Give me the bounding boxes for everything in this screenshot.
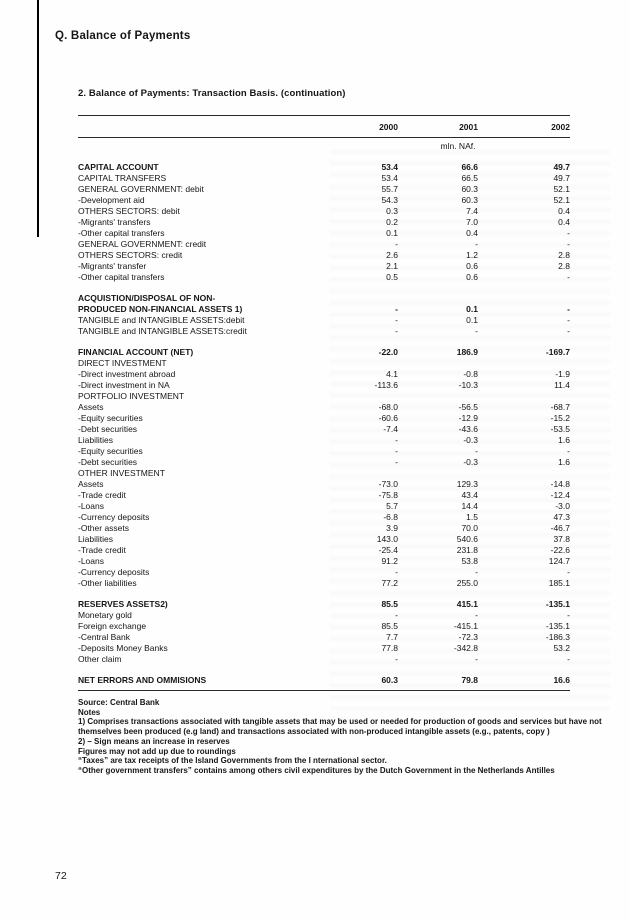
row-label: OTHERS SECTORS: debit — [78, 206, 180, 216]
table-row — [78, 567, 570, 578]
table-row — [78, 523, 570, 534]
row-label: -Debt securities — [78, 457, 138, 467]
table-row — [78, 184, 570, 195]
row-value: -68.0 — [378, 402, 398, 412]
row-value: 7.0 — [466, 217, 478, 227]
table-spacer — [78, 337, 570, 347]
row-value: 91.2 — [381, 556, 398, 566]
table-row — [78, 347, 570, 358]
row-value: 37.8 — [553, 534, 570, 544]
row-label: -Other capital transfers — [78, 272, 165, 282]
row-label: GENERAL GOVERNMENT: credit — [78, 239, 207, 249]
row-label: -Debt securities — [78, 424, 138, 434]
row-value: -43.6 — [458, 424, 478, 434]
unit-label: mln. NAf. — [440, 141, 476, 151]
row-label: Liabilities — [78, 534, 113, 544]
row-value: 1.6 — [558, 435, 570, 445]
table-row — [78, 446, 570, 457]
row-value: - — [475, 446, 478, 456]
table-spacer — [78, 665, 570, 675]
row-value: 77.8 — [381, 643, 398, 653]
row-value: 49.7 — [553, 162, 570, 172]
row-value: 43.4 — [461, 490, 478, 500]
row-label: OTHERS SECTORS: credit — [78, 250, 183, 260]
table-row — [78, 457, 570, 468]
row-value: -113.6 — [374, 380, 398, 390]
row-value: 0.2 — [386, 217, 398, 227]
row-label: -Direct investment in NA — [78, 380, 170, 390]
table-row — [78, 358, 570, 369]
row-label: OTHER INVESTMENT — [78, 468, 165, 478]
row-value: 540.6 — [456, 534, 478, 544]
row-label: Foreign exchange — [78, 621, 147, 631]
row-label: TANGIBLE and INTANGIBLE ASSETS:debit — [78, 315, 245, 325]
table-row — [78, 173, 570, 184]
notes-label: Notes — [78, 707, 101, 717]
row-value: - — [475, 326, 478, 336]
row-value: 47.3 — [553, 512, 570, 522]
row-label: CAPITAL ACCOUNT — [78, 162, 159, 172]
balance-of-payments-table — [78, 115, 570, 691]
row-value: -68.7 — [550, 402, 570, 412]
page-header-title: Q. Balance of Payments — [55, 30, 191, 42]
row-value: - — [395, 239, 398, 249]
row-label: -Currency deposits — [78, 567, 150, 577]
row-value: 60.3 — [461, 195, 478, 205]
row-value: 54.3 — [381, 195, 398, 205]
table-row — [78, 272, 570, 283]
row-value: -75.8 — [378, 490, 398, 500]
row-value: - — [567, 567, 570, 577]
scan-binding-mark — [37, 0, 39, 237]
footnotes-block — [78, 698, 608, 776]
column-header-2001: 2001 — [459, 122, 478, 132]
row-value: - — [567, 315, 570, 325]
row-value: -0.3 — [463, 435, 478, 445]
row-value: 0.3 — [386, 206, 398, 216]
row-value: - — [395, 446, 398, 456]
row-label: PORTFOLIO INVESTMENT — [78, 391, 185, 401]
row-label: -Development aid — [78, 195, 145, 205]
row-value: - — [395, 304, 398, 314]
row-value: 186.9 — [456, 347, 478, 357]
row-value: - — [567, 610, 570, 620]
row-label: Liabilities — [78, 435, 113, 445]
row-value: -0.3 — [463, 457, 478, 467]
column-header-2002: 2002 — [551, 122, 570, 132]
table-title: 2. Balance of Payments: Transaction Basis. (continuation) — [78, 88, 346, 99]
table-row — [78, 675, 570, 686]
row-value: 53.4 — [381, 173, 398, 183]
row-label: -Currency deposits — [78, 512, 150, 522]
row-value: 77.2 — [381, 578, 398, 588]
row-value: -3.0 — [555, 501, 570, 511]
row-value — [398, 293, 478, 304]
table-row — [78, 599, 570, 610]
table-row — [78, 162, 570, 173]
table-row — [78, 534, 570, 545]
row-value: 1.2 — [466, 250, 478, 260]
table-row — [78, 206, 570, 217]
row-value: 0.1 — [466, 315, 478, 325]
row-value: -12.4 — [550, 490, 570, 500]
footnote-line: 2) – Sign means an increase in reserves — [78, 736, 230, 746]
row-value: 0.4 — [558, 206, 570, 216]
row-value: -15.2 — [550, 413, 570, 423]
footnote-line: “Taxes” are tax receipts of the Island Governments from the I nternational sector. — [78, 756, 387, 766]
row-value: - — [395, 567, 398, 577]
table-row — [78, 217, 570, 228]
table-row — [78, 610, 570, 621]
table-row — [78, 239, 570, 250]
table-row — [78, 632, 570, 643]
row-value: -60.6 — [378, 413, 398, 423]
row-value: 255.0 — [456, 578, 478, 588]
row-value: 85.5 — [381, 599, 398, 609]
row-value: 124.7 — [548, 556, 570, 566]
table-row — [78, 315, 570, 326]
row-label: -Equity securities — [78, 446, 143, 456]
row-value — [478, 468, 570, 479]
row-value: - — [475, 239, 478, 249]
row-value: 79.8 — [461, 675, 478, 685]
row-label: -Other capital transfers — [78, 228, 165, 238]
row-value: 55.7 — [381, 184, 398, 194]
row-value: 0.4 — [558, 217, 570, 227]
table-row — [78, 545, 570, 556]
row-label: Assets — [78, 402, 104, 412]
row-label: Monetary gold — [78, 610, 132, 620]
row-label: -Direct investment abroad — [78, 369, 176, 379]
table-row — [78, 424, 570, 435]
row-value: 185.1 — [548, 578, 570, 588]
table-row — [78, 621, 570, 632]
row-value: - — [395, 435, 398, 445]
table-spacer — [78, 589, 570, 599]
row-value: - — [395, 610, 398, 620]
row-value: -12.9 — [458, 413, 478, 423]
footnote-line: “Other government transfers” contains among others civil expenditures by the Dutch Government in the Netherlands Antilles — [78, 765, 555, 775]
row-value: - — [395, 326, 398, 336]
header-label-spacer — [78, 122, 328, 132]
page-content — [78, 88, 608, 776]
row-value: 0.6 — [466, 261, 478, 271]
row-value: 60.3 — [381, 675, 398, 685]
row-value: 52.1 — [553, 195, 570, 205]
row-value: 70.0 — [461, 523, 478, 533]
row-value: 0.5 — [386, 272, 398, 282]
table-row — [78, 293, 570, 304]
row-label: -Other liabilities — [78, 578, 137, 588]
row-label: FINANCIAL ACCOUNT (NET) — [78, 347, 194, 357]
footnote-line: 1) Comprises transactions associated with tangible assets that may be used or needed for production of goods and services but have not themselves been produced (e.g land) and transactions associated with non-produced intangible assets (e.g., patents, copy ) — [78, 717, 602, 737]
row-value: - — [395, 457, 398, 467]
row-value — [478, 358, 570, 369]
row-value: -169.7 — [545, 347, 570, 357]
table-row — [78, 402, 570, 413]
table-row — [78, 479, 570, 490]
row-value: - — [395, 654, 398, 664]
table-body — [78, 158, 570, 691]
row-value: 0.1 — [386, 228, 398, 238]
page-number: 72 — [55, 870, 67, 882]
row-value: - — [475, 654, 478, 664]
row-value: 16.6 — [553, 675, 570, 685]
row-value: 2.8 — [558, 261, 570, 271]
row-label: TANGIBLE and INTANGIBLE ASSETS:credit — [78, 326, 247, 336]
row-value: 53.2 — [553, 643, 570, 653]
table-row — [78, 578, 570, 589]
row-value: -56.5 — [458, 402, 478, 412]
row-value: -25.4 — [378, 545, 398, 555]
row-value: 60.3 — [461, 184, 478, 194]
table-row — [78, 468, 570, 479]
row-value: 0.1 — [466, 304, 478, 314]
row-value: - — [567, 228, 570, 238]
row-value: 85.5 — [381, 621, 398, 631]
table-header-row — [78, 115, 570, 138]
source-line: Source: Central Bank — [78, 698, 160, 707]
row-value — [328, 293, 398, 304]
table-row — [78, 326, 570, 337]
table-row — [78, 654, 570, 665]
row-label: GENERAL GOVERNMENT: debit — [78, 184, 204, 194]
table-row — [78, 250, 570, 261]
row-value: 49.7 — [553, 173, 570, 183]
row-value: 0.6 — [466, 272, 478, 282]
row-label: -Migrants' transfer — [78, 261, 147, 271]
row-value: 231.8 — [456, 545, 478, 555]
row-value — [398, 468, 478, 479]
row-value: 129.3 — [456, 479, 478, 489]
row-value: 53.8 — [461, 556, 478, 566]
row-label: DIRECT INVESTMENT — [78, 358, 167, 368]
row-value: - — [567, 272, 570, 282]
row-value: - — [475, 567, 478, 577]
row-value: -135.1 — [545, 621, 570, 631]
row-value: 53.4 — [381, 162, 398, 172]
row-value: -135.1 — [545, 599, 570, 609]
row-value: 2.6 — [386, 250, 398, 260]
row-value: 66.5 — [461, 173, 478, 183]
row-value: - — [567, 326, 570, 336]
column-header-2000: 2000 — [379, 122, 398, 132]
row-value — [398, 358, 478, 369]
unit-row — [78, 138, 570, 158]
row-label: -Trade credit — [78, 490, 126, 500]
row-value: -186.3 — [545, 632, 570, 642]
row-value: 3.9 — [386, 523, 398, 533]
table-row — [78, 490, 570, 501]
row-label: -Equity securities — [78, 413, 143, 423]
row-value — [328, 468, 398, 479]
row-value: -53.5 — [550, 424, 570, 434]
table-row — [78, 304, 570, 315]
table-row — [78, 435, 570, 446]
row-value: -342.8 — [453, 643, 478, 653]
row-value — [328, 391, 398, 402]
row-label: CAPITAL TRANSFERS — [78, 173, 167, 183]
table-row — [78, 556, 570, 567]
row-value: -6.8 — [383, 512, 398, 522]
row-label: RESERVES ASSETS2) — [78, 599, 168, 609]
row-value: 4.1 — [386, 369, 398, 379]
row-value: 14.4 — [461, 501, 478, 511]
table-row — [78, 195, 570, 206]
row-value: -72.3 — [458, 632, 478, 642]
row-value: 5.7 — [386, 501, 398, 511]
row-value: -22.0 — [378, 347, 398, 357]
row-value: 2.8 — [558, 250, 570, 260]
row-label: -Central Bank — [78, 632, 130, 642]
row-label: Other claim — [78, 654, 122, 664]
row-label: Assets — [78, 479, 104, 489]
row-value: -10.3 — [458, 380, 478, 390]
row-label: PRODUCED NON-FINANCIAL ASSETS 1) — [78, 304, 243, 314]
row-label: ACQUISTION/DISPOSAL OF NON- — [78, 293, 216, 303]
row-label: -Loans — [78, 556, 104, 566]
row-value: 66.6 — [461, 162, 478, 172]
row-value: 0.4 — [466, 228, 478, 238]
table-row — [78, 391, 570, 402]
row-label: -Other assets — [78, 523, 130, 533]
row-label: -Loans — [78, 501, 104, 511]
row-value: 7.7 — [386, 632, 398, 642]
row-value: - — [567, 446, 570, 456]
row-value: - — [395, 315, 398, 325]
row-value: 1.5 — [466, 512, 478, 522]
notes-lines — [78, 717, 608, 775]
row-value: 415.1 — [456, 599, 478, 609]
row-value — [328, 358, 398, 369]
table-row — [78, 413, 570, 424]
table-row — [78, 512, 570, 523]
row-value: - — [567, 304, 570, 314]
row-value: 11.4 — [554, 380, 570, 390]
row-label: NET ERRORS AND OMMISIONS — [78, 675, 207, 685]
table-spacer — [78, 283, 570, 293]
row-value: -14.8 — [550, 479, 570, 489]
row-value: -7.4 — [383, 424, 398, 434]
row-value: -0.8 — [463, 369, 478, 379]
row-value — [398, 391, 478, 402]
row-label: -Migrants' transfers — [78, 217, 151, 227]
row-value: - — [567, 654, 570, 664]
table-row — [78, 501, 570, 512]
row-value: 7.4 — [466, 206, 478, 216]
row-label: -Trade credit — [78, 545, 126, 555]
row-value: -22.6 — [550, 545, 570, 555]
table-row — [78, 380, 570, 391]
footnote-line: Figures may not add up due to roundings — [78, 746, 236, 756]
table-row — [78, 261, 570, 272]
row-value — [478, 391, 570, 402]
row-value: -73.0 — [378, 479, 398, 489]
table-row — [78, 228, 570, 239]
row-value: - — [567, 239, 570, 249]
row-value: 143.0 — [376, 534, 398, 544]
table-row — [78, 369, 570, 380]
row-value: -1.9 — [555, 369, 570, 379]
row-value: 1.6 — [558, 457, 570, 467]
table-row — [78, 643, 570, 654]
row-label: -Deposits Money Banks — [78, 643, 168, 653]
row-value: -415.1 — [453, 621, 478, 631]
row-value: 52.1 — [553, 184, 570, 194]
row-value: - — [475, 610, 478, 620]
row-value — [478, 293, 570, 304]
row-value: 2.1 — [386, 261, 398, 271]
row-value: -46.7 — [550, 523, 570, 533]
